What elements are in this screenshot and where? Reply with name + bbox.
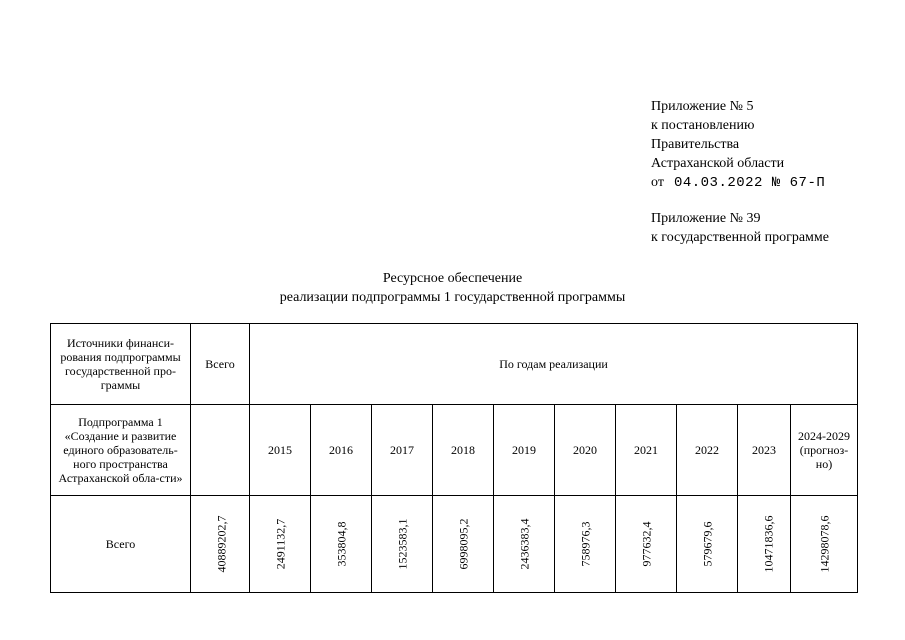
appendix-date-line (651, 173, 829, 193)
total-value-cell (191, 496, 250, 593)
appendix-to-resolution: к постановлению (651, 118, 755, 133)
appendix-to-program: к государственной программе (651, 230, 829, 245)
resource-table (50, 323, 858, 593)
value-2024-2029: 14298078,6 (817, 515, 832, 573)
date-prefix: от (651, 175, 664, 190)
year-cell: 2015 (250, 405, 311, 496)
value-2022: 579679,6 (700, 521, 714, 567)
header-years-cell: По годам реализации (250, 324, 858, 405)
value-2016: 353804,8 (334, 521, 348, 567)
title-line-1: Ресурсное обеспечение (382, 271, 523, 286)
table-total-row (51, 496, 858, 593)
table-header-row (51, 324, 858, 405)
value-cell (555, 496, 616, 593)
table-years-row (51, 405, 858, 496)
value-cell (677, 496, 738, 593)
value-cell (738, 496, 791, 593)
title-line-2: реализации подпрограммы 1 государственной программы (279, 290, 626, 305)
year-cell: 2017 (372, 405, 433, 496)
value-2018: 6998095,2 (456, 518, 470, 570)
total-value: 40889202,7 (214, 515, 229, 573)
year-cell: 2019 (494, 405, 555, 496)
appendix-region: Астраханской области (651, 156, 785, 171)
total-row-label: Всего (51, 496, 191, 593)
subprogram-label-cell: Подпрограмма 1 «Создание и развитие единого образователь-ного пространства Астраханской обла-сти» (51, 405, 191, 496)
value-cell (494, 496, 555, 593)
empty-cell (191, 405, 250, 496)
year-cell: 2018 (433, 405, 494, 496)
value-cell (250, 496, 311, 593)
year-cell: 2016 (311, 405, 372, 496)
appendix-government: Правительства (651, 137, 740, 152)
appendix-number: Приложение № 5 (651, 99, 754, 114)
year-cell: 2021 (616, 405, 677, 496)
value-cell (372, 496, 433, 593)
year-cell: 2024-2029 (прогноз-но) (791, 405, 858, 496)
appendix-39: Приложение № 39 (651, 211, 761, 226)
value-2017: 1523583,1 (395, 518, 409, 570)
year-cell: 2022 (677, 405, 738, 496)
value-2020: 758976,3 (578, 521, 592, 567)
value-2023: 10471836,6 (761, 515, 776, 573)
header-total-cell: Всего (191, 324, 250, 405)
resolution-date-number: 04.03.2022 № 67-П (673, 175, 826, 191)
value-2021: 977632,4 (639, 521, 653, 567)
value-2019: 2436383,4 (517, 518, 531, 570)
year-cell: 2020 (555, 405, 616, 496)
value-2015: 2491132,7 (273, 518, 287, 570)
value-cell (311, 496, 372, 593)
appendix-header (651, 97, 829, 247)
value-cell (616, 496, 677, 593)
year-cell: 2023 (738, 405, 791, 496)
value-cell (791, 496, 858, 593)
page-title (0, 269, 905, 307)
header-source-cell: Источники финанси-рования подпрограммы государственной про-граммы (51, 324, 191, 405)
value-cell (433, 496, 494, 593)
